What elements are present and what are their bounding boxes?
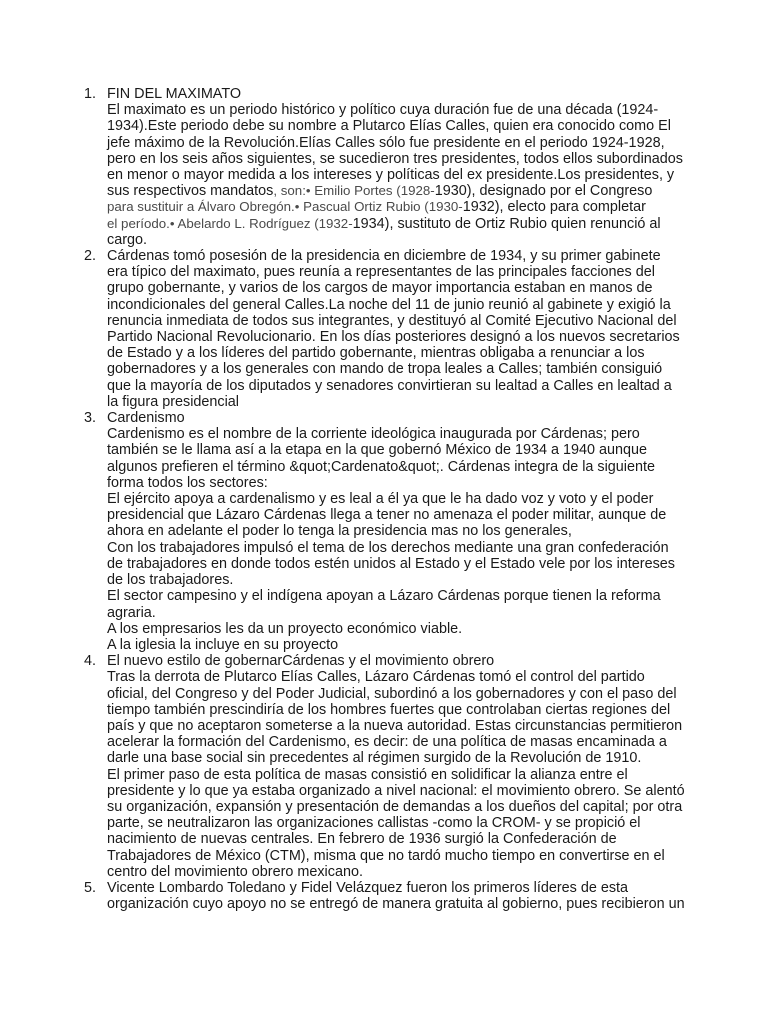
text-segment: 1932), electo para completar <box>462 199 646 216</box>
text-segment: , son:• Emilio Portes (1928- <box>273 183 435 199</box>
text-segment: 1934), sustituto de Ortiz Rubio quien renunció al <box>352 215 661 232</box>
text-line: país y que no aceptaron someterse a la nueva autoridad. Estas circunstancias permitieron <box>107 717 683 734</box>
text-line <box>107 216 668 232</box>
text-line: 1934).Este periodo debe su nombre a Plutarco Elías Calles, quien era conocido como El <box>107 118 671 135</box>
text-line: presidente y lo que ya estaba organizado a nivel nacional: el movimiento obrero. Se alentó <box>107 782 685 799</box>
text-line: Cardenismo <box>107 410 185 427</box>
text-line: que la mayoría de los diputados y senadores convirtieran su lealtad a Calles en lealtad a <box>107 377 672 394</box>
text-line: Vicente Lombardo Toledano y Fidel Velázquez fueron los primeros líderes de esta <box>107 879 629 896</box>
text-line: pero en los seis años siguientes, se sucedieron tres presidentes, todos ellos subordinados <box>107 150 683 167</box>
text-line: era típico del maximato, pues reunía a representantes de las principales facciones del <box>107 264 655 281</box>
text-line: de los trabajadores. <box>107 572 234 589</box>
text-line: Cárdenas tomó posesión de la presidencia en diciembre de 1934, y su primer gabinete <box>107 248 661 265</box>
text-line: también se le llama así a la etapa en la que gobernó México de 1934 a 1940 aunque <box>107 442 648 459</box>
text-line: cargo. <box>107 231 147 248</box>
text-line: El nuevo estilo de gobernarCárdenas y el movimiento obrero <box>107 653 495 670</box>
numbered-list <box>0 86 768 912</box>
text-line: gobernadores y a los generales con mando de tropa leales a Calles; también consiguió <box>107 361 663 378</box>
text-line: nacimiento de nuevas centrales. En febrero de 1936 surgió la Confederación de <box>107 831 617 848</box>
text-line: jefe máximo de la Revolución.Elías Calles sólo fue presidente en el periodo 1924-1928, <box>107 134 665 151</box>
text-line: organización cuyo apoyo no se entregó de manera gratuita al gobierno, pues recibieron un <box>107 896 685 913</box>
text-line: Trabajadores de México (CTM), misma que no tardó mucho tiempo en convertirse en el <box>107 847 665 864</box>
text-line: darle una base social sin precedentes al régimen surgido de la Revolución de 1910. <box>107 750 642 767</box>
text-line: Tras la derrota de Plutarco Elías Calles, Lázaro Cárdenas tomó el control del partido <box>107 669 645 686</box>
list-item <box>0 86 768 248</box>
text-line: FIN DEL MAXIMATO <box>107 86 242 102</box>
text-line: forma todos los sectores: <box>107 474 268 491</box>
text-line: acelerar la formación del Cardenismo, es decir: de una política de masas encaminada a <box>107 734 667 751</box>
text-line: Partido Nacional Revolucionario. En los días posteriores designó a los nuevos secretarios <box>107 329 680 346</box>
text-line: Cardenismo es el nombre de la corriente ideológica inaugurada por Cárdenas; pero <box>107 426 640 443</box>
text-line: incondicionales del general Calles.La noche del 11 de junio reunió al gabinete y exigió la <box>107 296 671 313</box>
text-segment: sus respectivos mandatos <box>107 183 274 200</box>
text-line: de trabajadores en donde todos estén unidos al Estado y el Estado vele por los intereses <box>107 555 676 572</box>
text-line: Con los trabajadores impulsó el tema de los derechos mediante una gran confederación <box>107 539 669 556</box>
text-line: A los empresarios les da un proyecto económico viable. <box>107 620 463 637</box>
list-item-number: 2. <box>84 248 97 265</box>
text-line <box>107 199 668 215</box>
text-line: algunos prefieren el término &quot;Cardenato&quot;. Cárdenas integra de la siguiente <box>107 458 655 475</box>
text-line: El ejército apoya a cardenalismo y es leal a él ya que le ha dado voz y voto y el poder <box>107 491 654 508</box>
document-page <box>0 86 768 912</box>
list-item <box>0 653 768 880</box>
text-line: grupo gobernante, y varios de los cargos de mayor importancia estaban en manos de <box>107 280 653 297</box>
text-line: su organización, expansión y presentación de demandas a los dueños del capital; por otra <box>107 798 683 815</box>
text-line: presidencial que Lázaro Cárdenas llega a tener no amenaza el poder militar, aunque de <box>107 507 667 524</box>
text-line: A la iglesia la incluye en su proyecto <box>107 636 339 653</box>
list-item-number: 4. <box>84 653 97 670</box>
text-line: ahora en adelante el poder lo tenga la presidencia mas no los generales, <box>107 523 572 540</box>
text-line: El primer paso de esta política de masas consistió en solidificar la alianza entre el <box>107 766 628 783</box>
text-line: oficial, del Congreso y del Poder Judicial, subordinó a los gobernadores y con el paso del <box>107 685 677 702</box>
text-line: tiempo también prescindiría de los hombres fuertes que controlaban ciertas regiones del <box>107 701 671 718</box>
text-segment: el período.• Abelardo L. Rodríguez (1932- <box>107 215 353 231</box>
list-item-number: 1. <box>84 86 97 102</box>
list-item-number: 5. <box>84 879 97 896</box>
text-line: El sector campesino y el indígena apoyan a Lázaro Cárdenas porque tienen la reforma <box>107 588 661 605</box>
text-segment: 1930), designado por el Congreso <box>434 183 653 200</box>
text-line: agraria. <box>107 604 156 621</box>
text-line: parte, se neutralizaron las organizaciones callistas -como la CROM- y se propició el <box>107 815 641 832</box>
text-line: El maximato es un periodo histórico y político cuya duración fue de una década (1924- <box>107 102 659 119</box>
list-item <box>0 410 768 653</box>
text-segment: para sustituir a Álvaro Obregón.• Pascual Ortiz Rubio (1930- <box>107 199 463 215</box>
text-line: la figura presidencial <box>107 393 239 410</box>
text-line: centro del movimiento obrero mexicano. <box>107 863 363 880</box>
list-item <box>0 248 768 410</box>
text-line: renuncia inmediata de todos sus integrantes, y destituyó al Comité Ejecutivo Nacional del <box>107 312 677 329</box>
list-item <box>0 880 768 912</box>
text-line: en menor o mayor medida a los intereses y políticas del ex presidente.Los presidentes, y <box>107 167 675 184</box>
text-line <box>107 183 668 199</box>
text-line: de Estado y a los líderes del partido gobernante, mientras obligaba a renunciar a los <box>107 345 645 362</box>
list-item-number: 3. <box>84 410 97 427</box>
